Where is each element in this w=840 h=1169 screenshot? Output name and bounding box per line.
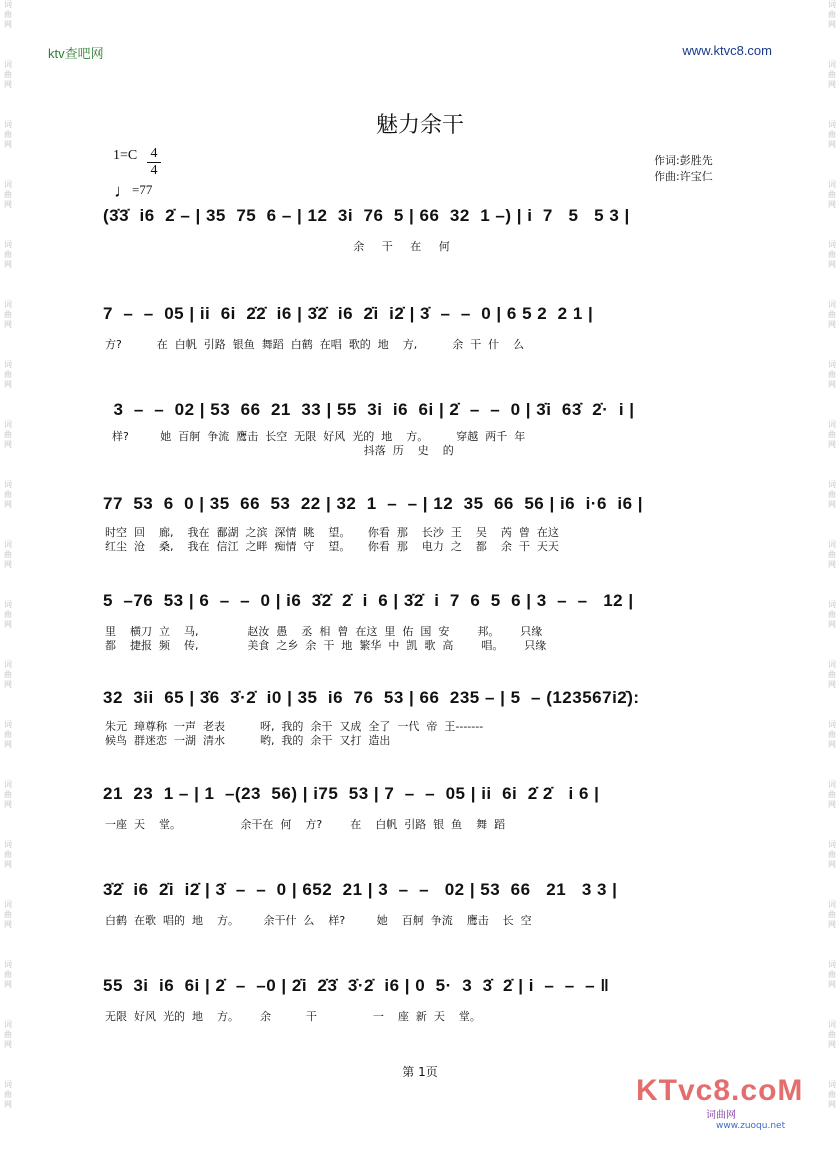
notation-line: (3̇3̇ i6 2̇ – | 35 75 6 – | 12 3i 76 5 | 66 32 1 –) | i 7 5 5 3 | (103, 206, 630, 225)
credits (654, 153, 713, 185)
tempo-marking (114, 181, 152, 202)
song-title: 魅力余干 (375, 113, 464, 138)
edge-watermark-text: 词 曲 网 (4, 420, 12, 449)
notation-line: 32 3ii 65 | 3̇6 3̇·2̇ i0 | 35 i6 76 53 | 66 235 – | 5 – (123567i2̇): (103, 688, 640, 707)
composer: 作曲:许宝仁 (654, 170, 713, 183)
quarter-note-icon: ♩ (114, 181, 132, 201)
lyric-line: 方? 在 白帆 引路 银鱼 舞蹈 白鹤 在唱 歌的 地 方, 余 干 什 么 (105, 338, 525, 351)
lyric-line: 无限 好风 光的 地 方。 余 干 一 座 新 天 堂。 (105, 1010, 481, 1023)
edge-watermark-text: 词 曲 网 (828, 60, 836, 89)
edge-watermark-text: 词 曲 网 (828, 960, 836, 989)
edge-watermark-text: 词 曲 网 (4, 1080, 12, 1109)
time-top: 4 (147, 146, 161, 163)
notation-line: 5 –76 53 | 6 – – 0 | i6 3̇2̇ 2̇ i 6 | 3̇2̇ i 7 6 5 6 | 3 – – 12 | (103, 591, 634, 610)
edge-watermark-text: 词 曲 网 (828, 240, 836, 269)
edge-watermark-text: 词 曲 网 (4, 60, 12, 89)
notation-line: 21 23 1 – | 1 –(23 56) | i75 53 | 7 – – 05 | ii 6i 2̇ 2̇ i 6 | (103, 784, 600, 803)
page-number: 第 1页 (402, 1065, 438, 1079)
edge-watermark-text: 词 曲 网 (828, 720, 836, 749)
edge-watermark-text: 词 曲 网 (828, 600, 836, 629)
tonality: 1=C (113, 148, 138, 163)
right-edge-watermark (824, 0, 840, 1169)
lyric-line: 红尘 沧 桑, 我在 信江 之畔 痴情 守 望。 你看 那 电力 之 都 余 干 天天 (105, 540, 559, 553)
lyric-line: 候鸟 群迷恋 一湖 清水 哟, 我的 余干 又打 造出 (105, 734, 391, 747)
edge-watermark-text: 词 曲 网 (4, 840, 12, 869)
edge-watermark-text: 词 曲 网 (828, 540, 836, 569)
watermark-line2: www.zuoqu.net (716, 1121, 786, 1131)
tempo-value: =77 (132, 182, 153, 197)
watermark-line1: 词曲网 (706, 1110, 736, 1121)
key-signature (113, 146, 158, 178)
left-edge-watermark (0, 0, 16, 1169)
edge-watermark-text: 词 曲 网 (828, 300, 836, 329)
lyric-line: 里 横刀 立 马, 赵汝 愚 丞 相 曾 在这 里 佑 国 安 邦。 只缘 (105, 625, 543, 638)
edge-watermark-text: 词 曲 网 (828, 360, 836, 389)
edge-watermark-text: 词 曲 网 (828, 780, 836, 809)
lyric-line: 一座 天 堂。 余干在 何 方? 在 白帆 引路 银 鱼 舞 蹈 (105, 818, 506, 831)
lyricist: 作词:彭胜先 (654, 154, 713, 167)
notation-line: 3̇2̇ i6 2̇i i2̇ | 3̇ – – 0 | 652 21 | 3 – – 02 | 53 66 21 3 3 | (103, 880, 618, 899)
lyric-line: 都 捷报 频 传, 美食 之乡 余 干 地 繁华 中 凯 歌 高 唱。 只缘 (105, 639, 547, 652)
edge-watermark-text: 词 曲 网 (4, 300, 12, 329)
edge-watermark-text: 词 曲 网 (4, 480, 12, 509)
lyric-line: 抖落 历 史 的 (105, 444, 454, 457)
edge-watermark-text: 词 曲 网 (828, 660, 836, 689)
header-site-url[interactable]: www.ktvc8.com (682, 43, 772, 58)
edge-watermark-text: 词 曲 网 (828, 0, 836, 29)
edge-watermark-text: 词 曲 网 (4, 960, 12, 989)
edge-watermark-text: 词 曲 网 (828, 1020, 836, 1049)
notation-line: 55 3i i6 6i | 2̇ – –0 | 2̇i 2̇3̇ 3̇·2̇ i6 | 0 5· 3 3̇ 2̇ | i – – – ‖ (103, 976, 610, 995)
watermark-logo (636, 1074, 806, 1144)
time-bottom: 4 (150, 163, 158, 178)
edge-watermark-text: 词 曲 网 (828, 420, 836, 449)
edge-watermark-text: 词 曲 网 (828, 180, 836, 209)
watermark-logo-text: KTvc8.coM (636, 1074, 804, 1107)
edge-watermark-text: 词 曲 网 (4, 720, 12, 749)
header-site-name: ktv查吧网 (48, 46, 104, 61)
edge-watermark-text: 词 曲 网 (4, 240, 12, 269)
edge-watermark-text: 词 曲 网 (4, 1020, 12, 1049)
edge-watermark-text: 词 曲 网 (4, 600, 12, 629)
edge-watermark-text: 词 曲 网 (4, 120, 12, 149)
edge-watermark-text: 词 曲 网 (4, 660, 12, 689)
edge-watermark-text: 词 曲 网 (4, 780, 12, 809)
edge-watermark-text: 词 曲 网 (828, 840, 836, 869)
time-signature (147, 146, 161, 179)
notation-line: 77 53 6 0 | 35 66 53 22 | 32 1 – – | 12 35 66 56 | i6 i·6 i6 | (103, 494, 644, 513)
edge-watermark-text: 词 曲 网 (4, 0, 12, 29)
edge-watermark-text: 词 曲 网 (828, 900, 836, 929)
edge-watermark-text: 词 曲 网 (828, 120, 836, 149)
lyric-line: 朱元 璋尊称 一声 老表 呀, 我的 余干 又成 全了 一代 帝 王------- (105, 720, 484, 733)
edge-watermark-text: 词 曲 网 (4, 360, 12, 389)
lyric-line: 白鹤 在歌 唱的 地 方。 余干什 么 样? 她 百舸 争流 鹰击 长 空 (105, 914, 532, 927)
notation-line: 7 – – 05 | ii 6i 2̇2̇ i6 | 3̇2̇ i6 2̇i i2̇ | 3̇ – – 0 | 6 5 2 2 1 | (103, 304, 594, 323)
edge-watermark-text: 词 曲 网 (4, 540, 12, 569)
lyric-line: 余 干 在 何 (105, 240, 450, 253)
edge-watermark-text: 词 曲 网 (828, 1080, 836, 1109)
edge-watermark-text: 词 曲 网 (4, 900, 12, 929)
edge-watermark-text: 词 曲 网 (4, 180, 12, 209)
lyric-line: 样? 她 百舸 争流 鹰击 长空 无限 好风 光的 地 方。 穿越 两千 年 (105, 430, 526, 443)
notation-line: 3 – – 02 | 53 66 21 33 | 55 3i i6 6i | 2̇ – – 0 | 3̇i 63̇ 2̇· i | (103, 400, 635, 419)
edge-watermark-text: 词 曲 网 (828, 480, 836, 509)
lyric-line: 时空 回 廊, 我在 鄱湖 之滨 深情 眺 望。 你看 那 长沙 王 吴 芮 曾 在这 (105, 526, 559, 539)
